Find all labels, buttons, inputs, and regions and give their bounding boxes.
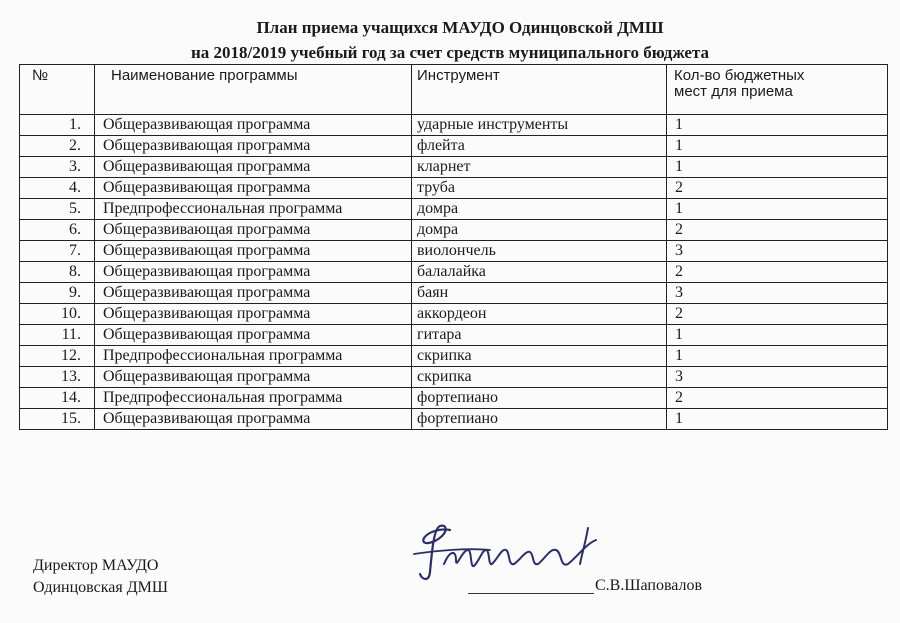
header-num: №	[20, 65, 95, 115]
table-row	[20, 409, 888, 430]
table-row	[20, 199, 888, 220]
row-quota: 1	[667, 136, 888, 157]
row-program: Общеразвивающая программа	[95, 241, 412, 262]
signer-position	[33, 555, 168, 599]
row-num: 6.	[20, 220, 95, 241]
row-num: 3.	[20, 157, 95, 178]
row-instrument: гитара	[412, 325, 667, 346]
row-quota: 1	[667, 115, 888, 136]
row-program: Общеразвивающая программа	[95, 136, 412, 157]
header-quota-line2: мест для приема	[674, 83, 793, 100]
row-program: Общеразвивающая программа	[95, 325, 412, 346]
table-row	[20, 157, 888, 178]
header-quota	[667, 65, 888, 115]
row-num: 8.	[20, 262, 95, 283]
row-instrument: аккордеон	[412, 304, 667, 325]
row-quota: 3	[667, 241, 888, 262]
row-program: Предпрофессиональная программа	[95, 346, 412, 367]
signer-name: С.В.Шаповалов	[595, 577, 703, 594]
row-instrument: труба	[412, 178, 667, 199]
table-row	[20, 262, 888, 283]
row-instrument: скрипка	[412, 346, 667, 367]
row-num: 10.	[20, 304, 95, 325]
row-instrument: скрипка	[412, 367, 667, 388]
header-instrument: Инструмент	[412, 65, 667, 115]
admission-plan-table	[19, 64, 888, 430]
table-row	[20, 304, 888, 325]
signature-line	[468, 593, 594, 594]
table-row	[20, 178, 888, 199]
row-instrument: флейта	[412, 136, 667, 157]
row-num: 1.	[20, 115, 95, 136]
row-num: 15.	[20, 409, 95, 430]
row-instrument: балалайка	[412, 262, 667, 283]
table-row	[20, 283, 888, 304]
signer-position-line1: Директор МАУДО	[33, 557, 159, 574]
row-num: 14.	[20, 388, 95, 409]
row-num: 2.	[20, 136, 95, 157]
document-title: План приема учащихся МАУДО Одинцовской ДМШ	[256, 18, 664, 37]
table-row	[20, 241, 888, 262]
row-program: Общеразвивающая программа	[95, 115, 412, 136]
table-header-row	[20, 65, 888, 115]
row-quota: 3	[667, 367, 888, 388]
row-quota: 1	[667, 325, 888, 346]
row-program: Общеразвивающая программа	[95, 157, 412, 178]
row-num: 11.	[20, 325, 95, 346]
row-program: Общеразвивающая программа	[95, 262, 412, 283]
signature-icon	[410, 520, 610, 592]
row-instrument: виолончель	[412, 241, 667, 262]
row-quota: 2	[667, 262, 888, 283]
table-row	[20, 115, 888, 136]
row-instrument: баян	[412, 283, 667, 304]
row-instrument: домра	[412, 220, 667, 241]
row-program: Общеразвивающая программа	[95, 220, 412, 241]
row-quota: 3	[667, 283, 888, 304]
row-instrument: ударные инструменты	[412, 115, 667, 136]
row-program: Общеразвивающая программа	[95, 367, 412, 388]
row-instrument: домра	[412, 199, 667, 220]
row-quota: 1	[667, 157, 888, 178]
row-program: Общеразвивающая программа	[95, 283, 412, 304]
table-row	[20, 367, 888, 388]
row-program: Предпрофессиональная программа	[95, 199, 412, 220]
row-quota: 1	[667, 346, 888, 367]
table-row	[20, 346, 888, 367]
row-num: 9.	[20, 283, 95, 304]
header-quota-line1: Кол-во бюджетных	[674, 67, 805, 84]
document-subtitle: на 2018/2019 учебный год за счет средств муниципального бюджета	[190, 43, 710, 62]
row-num: 13.	[20, 367, 95, 388]
row-program: Общеразвивающая программа	[95, 178, 412, 199]
table-row	[20, 136, 888, 157]
header-program: Наименование программы	[95, 65, 412, 115]
row-num: 7.	[20, 241, 95, 262]
row-quota: 2	[667, 388, 888, 409]
row-num: 5.	[20, 199, 95, 220]
table-row	[20, 325, 888, 346]
row-instrument: фортепиано	[412, 409, 667, 430]
row-program: Общеразвивающая программа	[95, 409, 412, 430]
row-quota: 2	[667, 220, 888, 241]
table-row	[20, 220, 888, 241]
row-quota: 1	[667, 199, 888, 220]
row-num: 4.	[20, 178, 95, 199]
row-quota: 2	[667, 178, 888, 199]
row-quota: 2	[667, 304, 888, 325]
row-program: Предпрофессиональная программа	[95, 388, 412, 409]
row-num: 12.	[20, 346, 95, 367]
table-row	[20, 388, 888, 409]
row-instrument: фортепиано	[412, 388, 667, 409]
row-instrument: кларнет	[412, 157, 667, 178]
signer-position-line2: Одинцовская ДМШ	[33, 579, 169, 596]
row-quota: 1	[667, 409, 888, 430]
row-program: Общеразвивающая программа	[95, 304, 412, 325]
